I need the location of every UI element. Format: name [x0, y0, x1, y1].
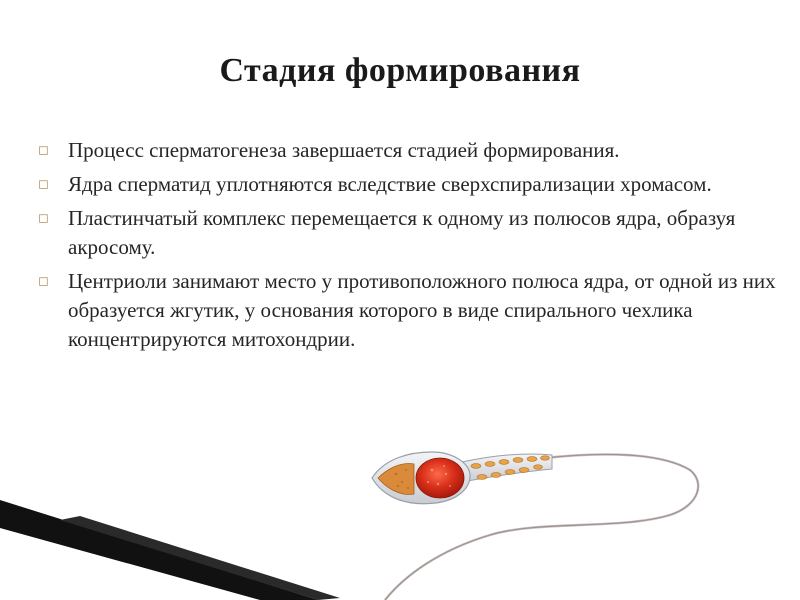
- bullet-icon: ◻: [38, 177, 49, 192]
- decorative-wedge-right: [60, 516, 340, 600]
- bullet-text: Процесс сперматогенеза завершается стадией формирования.: [68, 138, 620, 162]
- slide-title: Стадия формирования: [219, 52, 581, 89]
- bullet-icon: ◻: [38, 211, 49, 226]
- bullet-text: Ядра сперматид уплотняются вследствие сверхспирализации хромасом.: [68, 172, 712, 196]
- bullet-text: Пластинчатый комплекс перемещается к одному из полюсов ядра, образуя акросому.: [68, 206, 736, 259]
- bullet-text: Центриоли занимают место у противоположного полюса ядра, от одной из них образуется жгутик, у основания которого в виде спирального чехлика концентрируются митохондрии.: [68, 269, 776, 351]
- bullet-icon: ◻: [38, 274, 49, 289]
- nucleus: [416, 458, 464, 498]
- bullet-icon: ◻: [38, 143, 49, 158]
